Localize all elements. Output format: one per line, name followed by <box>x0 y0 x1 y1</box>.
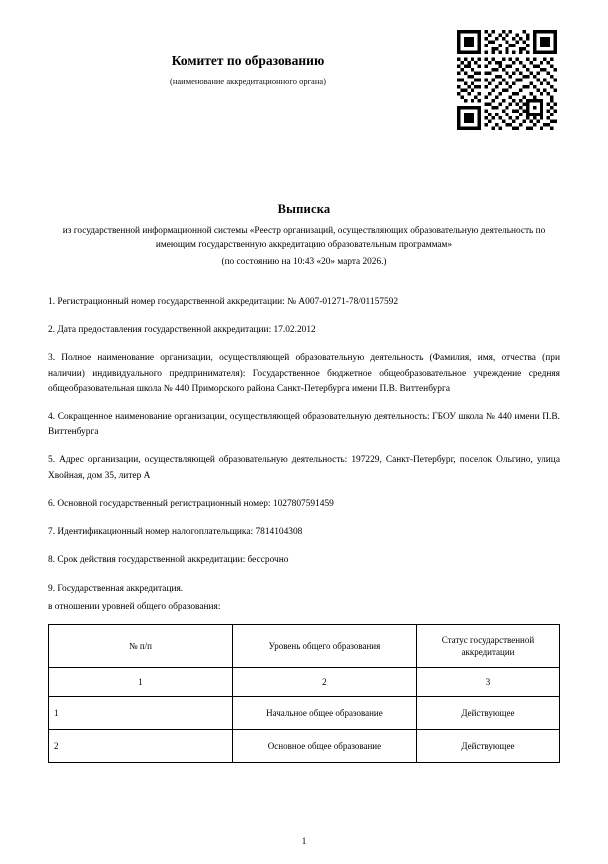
qr-code-icon <box>457 30 557 130</box>
table-cell-status: Действующее <box>416 730 559 763</box>
accreditation-body-block <box>108 52 388 86</box>
table-column-number-3: 3 <box>416 668 559 697</box>
table-cell-number: 2 <box>49 730 233 763</box>
table-header-row <box>49 625 560 668</box>
document-status-date: (по состоянию на 10:43 «20» марта 2026.) <box>221 256 387 267</box>
page-number: 1 <box>301 836 307 846</box>
item-short-name: 4. Сокращенное наименование организации, осуществляющей образовательную деятельность: ГБОУ школа № 440 имени П.В. Виттенбурга <box>48 411 560 438</box>
table-cell-level: Начальное общее образование <box>232 697 416 730</box>
item-education-levels-note: в отношении уровней общего образования: <box>48 601 221 612</box>
table-cell-level: Основное общее образование <box>232 730 416 763</box>
item-registration-number: 1. Регистрационный номер государственной аккредитации: № А007-01271-78/01157592 <box>48 296 399 307</box>
table-column-number-2: 2 <box>232 668 416 697</box>
table-row <box>49 730 560 763</box>
item-full-name: 3. Полное наименование организации, осуществляющей образовательную деятельность (Фамилия, имя, отчества (при наличии) индивидуального предпринимателя): Государственное бюджетное общеобразовательное учреждение средняя общеобразовательная школа № 440 Приморского района Санкт-Петербурга имени П.В. Виттенбурга <box>48 353 560 394</box>
accreditation-body-name: Комитет по образованию <box>171 53 325 68</box>
item-state-accreditation: 9. Государственная аккредитация. <box>48 583 184 594</box>
item-accreditation-date: 2. Дата предоставления государственной аккредитации: 17.02.2012 <box>48 325 316 336</box>
item-inn: 7. Идентификационный номер налогоплательщика: 7814104308 <box>48 527 303 538</box>
item-validity-period: 8. Срок действия государственной аккредитации: бессрочно <box>48 555 289 566</box>
item-address: 5. Адрес организации, осуществляющей образовательную деятельность: 197229, Санкт-Петербург, поселок Ольгино, улица Хвойная, дом 35, литер А <box>48 455 560 481</box>
table-column-number-1: 1 <box>49 668 233 697</box>
document-subtitle: из государственной информационной системы «Реестр организаций, осуществляющих образовательную деятельность по имеющим государственную аккредитацию образовательным программам» <box>62 226 546 251</box>
table-column-numbers-row <box>49 668 560 697</box>
table-cell-status: Действующее <box>416 697 559 730</box>
table-header-number: № п/п <box>49 625 233 668</box>
item-ogrn: 6. Основной государственный регистрационный номер: 1027807591459 <box>48 498 334 509</box>
document-header <box>48 0 560 150</box>
accreditation-body-caption: (наименование аккредитационного органа) <box>170 75 326 86</box>
table-header-level: Уровень общего образования <box>232 625 416 668</box>
accreditation-table <box>48 624 560 763</box>
title-block <box>48 202 560 267</box>
table-row <box>49 697 560 730</box>
table-cell-number: 1 <box>49 697 233 730</box>
document-body <box>48 295 560 763</box>
table-header-status: Статус государственной аккредитации <box>416 625 559 668</box>
document-title: Выписка <box>277 202 331 216</box>
